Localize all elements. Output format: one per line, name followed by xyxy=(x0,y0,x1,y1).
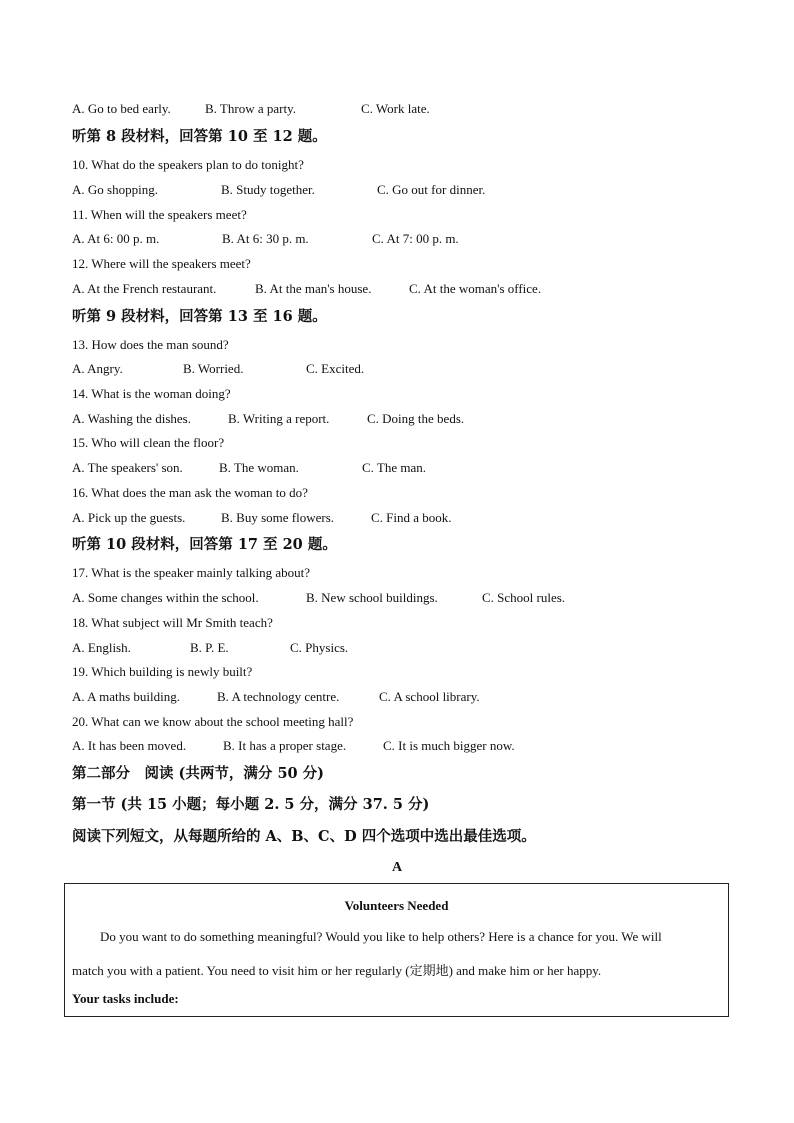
option-choice: C. A school library. xyxy=(379,689,480,704)
section-header: 听第 9 段材料，回答第 13 至 16 题。 xyxy=(72,308,327,325)
option-choice: C. At 7: 00 p. m. xyxy=(372,231,459,246)
section-header: 听第 8 段材料，回答第 10 至 12 题。 xyxy=(72,128,327,145)
section-header: 第一节 (共 15 小题；每小题 2. 5 分，满分 37. 5 分) xyxy=(72,796,430,813)
option-choice: A. It has been moved. xyxy=(72,738,187,753)
option-choice: B. Worried. xyxy=(183,361,244,376)
passage-title: Volunteers Needed xyxy=(344,898,449,913)
section-header: 第二部分 阅读 (共两节，满分 50 分) xyxy=(72,765,325,782)
option-choice: C. It is much bigger now. xyxy=(383,738,515,753)
question-text: 12. Where will the speakers meet? xyxy=(72,256,251,271)
passage-letter: A xyxy=(391,860,403,875)
passage-line-3: Your tasks include: xyxy=(72,991,179,1006)
question-text: 13. How does the man sound? xyxy=(72,337,229,352)
section-header: 阅读下列短文，从每题所给的 A、B、C、D 四个选项中选出最佳选项。 xyxy=(72,828,536,845)
question-text: 18. What subject will Mr Smith teach? xyxy=(72,615,273,630)
option-choice: B. A technology centre. xyxy=(217,689,340,704)
option-choice: A. The speakers' son. xyxy=(72,460,183,475)
option-choice: C. Excited. xyxy=(306,361,365,376)
option-choice: C. At the woman's office. xyxy=(409,281,542,296)
option-choice: C. Doing the beds. xyxy=(367,411,465,426)
option-choice: C. Physics. xyxy=(290,640,349,655)
passage-box xyxy=(64,883,729,1017)
question-text: 20. What can we know about the school meeting hall? xyxy=(72,714,354,729)
option-choice: B. Buy some flowers. xyxy=(221,510,335,525)
option-choice: C. Find a book. xyxy=(371,510,452,525)
question-text: 11. When will the speakers meet? xyxy=(72,207,247,222)
option-choice: B. At the man's house. xyxy=(255,281,372,296)
option-choice: A. At the French restaurant. xyxy=(72,281,217,296)
option-choice: A. A maths building. xyxy=(72,689,180,704)
option-choice: B. New school buildings. xyxy=(306,590,438,605)
question-text: 19. Which building is newly built? xyxy=(72,664,253,679)
option-choice: B. At 6: 30 p. m. xyxy=(222,231,309,246)
option-choice: C. School rules. xyxy=(482,590,566,605)
option-choice: A. Pick up the guests. xyxy=(72,510,186,525)
option-choice: B. Writing a report. xyxy=(228,411,330,426)
option-choice: B. The woman. xyxy=(219,460,299,475)
question-text: 16. What does the man ask the woman to do? xyxy=(72,485,308,500)
option-choice: B. Study together. xyxy=(221,182,315,197)
option-choice: A. At 6: 00 p. m. xyxy=(72,231,160,246)
question-text: 14. What is the woman doing? xyxy=(72,386,231,401)
option-choice: B. P. E. xyxy=(190,640,229,655)
question-text: 15. Who will clean the floor? xyxy=(72,435,225,450)
option-choice: B. It has a proper stage. xyxy=(223,738,347,753)
option-choice: B. Throw a party. xyxy=(205,101,296,116)
option-choice: A. Washing the dishes. xyxy=(72,411,191,426)
question-text: 10. What do the speakers plan to do tonight? xyxy=(72,157,304,172)
option-choice: A. Go shopping. xyxy=(72,182,158,197)
option-choice: C. Go out for dinner. xyxy=(377,182,486,197)
section-header: 听第 10 段材料，回答第 17 至 20 题。 xyxy=(72,536,337,553)
question-text: 17. What is the speaker mainly talking about? xyxy=(72,565,311,580)
option-choice: A. Angry. xyxy=(72,361,123,376)
option-choice: A. Go to bed early. xyxy=(72,101,171,116)
option-choice: A. English. xyxy=(72,640,131,655)
option-choice: C. Work late. xyxy=(361,101,430,116)
option-choice: A. Some changes within the school. xyxy=(72,590,259,605)
option-choice: C. The man. xyxy=(362,460,427,475)
passage-line-1: Do you want to do something meaningful? Would you like to help others? Here is a chance for you. We will xyxy=(100,929,662,944)
passage-line-2: match you with a patient. You need to visit him or her regularly (定期地) and make him or her happy. xyxy=(72,963,602,978)
